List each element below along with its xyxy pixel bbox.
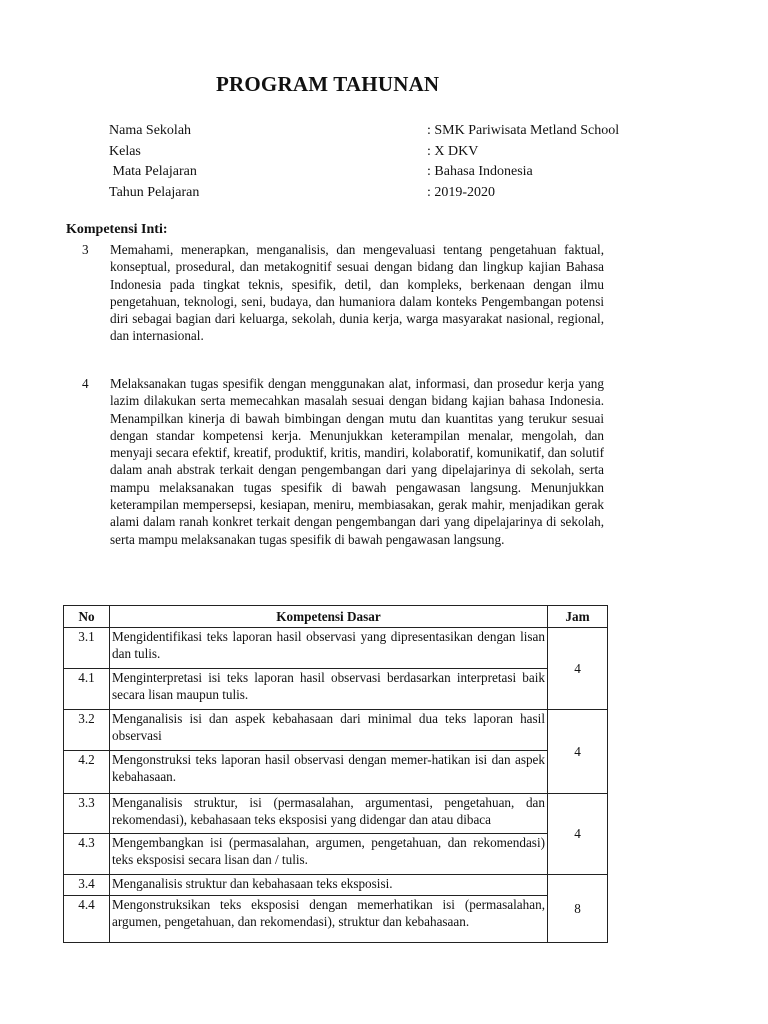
- header-no: No: [64, 606, 110, 628]
- row-desc: Menginterpretasi isi teks laporan hasil observasi berdasarkan interpretasi baik secara lisan maupun tulis.: [110, 669, 548, 710]
- page-title: PROGRAM TAHUNAN: [216, 72, 440, 96]
- row-desc: Menganalisis isi dan aspek kebahasaan dari minimal dua teks laporan hasil observasi: [110, 710, 548, 751]
- row-desc: Menganalisis struktur, isi (permasalahan, argumentasi, pengetahuan, dan rekomendasi), kebahasaan teks eksposisi yang didengar dan atau dibaca: [112, 795, 545, 827]
- info-label: Mata Pelajaran: [109, 164, 197, 179]
- row-jam: 4: [548, 794, 608, 875]
- row-desc: Mengonstruksikan teks eksposisi dengan memerhatikan isi (permasalahan, argumen, pengetahuan, dan rekomendasi), struktur dan kebahasaan.: [112, 897, 545, 929]
- table-header-row: [64, 606, 608, 628]
- row-desc: Mengonstruksi teks laporan hasil observasi dengan memer-hatikan isi dan aspek kebahasaan.: [110, 751, 548, 794]
- table-row: [64, 896, 608, 943]
- row-no: 4.2: [64, 751, 110, 794]
- table-row: [64, 794, 608, 834]
- info-label: Nama Sekolah: [109, 123, 192, 138]
- ki-number: 4: [82, 376, 89, 391]
- kompetensi-dasar-table: [63, 605, 608, 943]
- table-row: [64, 751, 608, 794]
- info-value: : 2019-2020: [427, 184, 496, 200]
- ki-heading: Kompetensi Inti:: [66, 222, 168, 237]
- info-label: Tahun Pelajaran: [109, 184, 200, 200]
- row-no: 3.1: [64, 628, 110, 669]
- info-value: : Bahasa Indonesia: [427, 164, 533, 179]
- ki-number: 3: [82, 242, 89, 257]
- row-jam: 4: [548, 710, 608, 794]
- ki-text: Melaksanakan tugas spesifik dengan menggunakan alat, informasi, dan prosedur kerja yang lazim dilakukan serta memecahkan masalah sesuai dengan bidang kajian bahasa Indonesia. Menampilkan kinerja di bawah bimbingan dengan mutu dan kuantitas yang terukur sesuai dengan standar kompetensi kerja. Menunjukkan keterampilan menalar, mengolah, dan menyaji secara efektif, kreatif, produktif, kritis, mandiri, kolaboratif, komunikatif, dan solutif dalam anah abstrak terkait dengan pengembangan dari yang dipelajarinya di sekolah, serta mampu melaksanakan tugas spesifik di bawah pengawasan langsung. Menunjukkan keterampilan mempersepsi, kesiapan, meniru, membiasakan, gerak mahir, menjadikan gerak alami dalam ranah konkret terkait dengan pengembangan dari yang dipelajarinya di sekolah, serta mampu melaksanakan tugas spesifik di bawah pengawasan langsung.: [110, 376, 604, 547]
- row-desc-cell: [110, 896, 548, 943]
- table-row: [64, 710, 608, 751]
- ki-text: Memahami, menerapkan, menganalisis, dan mengevaluasi tentang pengetahuan faktual, konseptual, prosedural, dan metakognitif sesuai dengan bidang dan lingkup kajian Bahasa Indonesia pada tingkat teknis, spesifik, detil, dan kompleks, berkenaan dengan ilmu pengetahuan, teknologi, seni, budaya, dan humaniora dalam konteks Pengembangan potensi diri sebagai bagian dari keluarga, sekolah, dunia kerja, warga masyarakat nasional, regional, dan internasional.: [110, 242, 604, 344]
- table-row: [64, 875, 608, 896]
- row-jam: 8: [548, 875, 608, 943]
- row-desc: Mengidentifikasi teks laporan hasil observasi yang dipresentasikan dengan lisan dan tulis.: [110, 628, 548, 669]
- info-value: : X DKV: [427, 143, 479, 159]
- header-kompetensi-dasar: Kompetensi Dasar: [110, 606, 548, 628]
- row-no: 3.3: [64, 794, 110, 834]
- row-no: 3.2: [64, 710, 110, 751]
- row-no: 4.4: [64, 896, 110, 943]
- info-label: Kelas: [109, 143, 141, 159]
- header-jam: Jam: [548, 606, 608, 628]
- row-no: 3.4: [64, 875, 110, 896]
- row-no: 4.3: [64, 834, 110, 875]
- table-row: [64, 628, 608, 669]
- info-value: : SMK Pariwisata Metland School: [427, 123, 620, 138]
- row-desc: Mengembangkan isi (permasalahan, argumen, pengetahuan, dan rekomendasi) teks eksposisi secara lisan dan / tulis.: [110, 834, 548, 875]
- row-no: 4.1: [64, 669, 110, 710]
- row-desc-cell: [110, 794, 548, 834]
- table-row: [64, 834, 608, 875]
- row-desc: Menganalisis struktur dan kebahasaan teks eksposisi.: [110, 875, 548, 896]
- table-row: [64, 669, 608, 710]
- row-jam: 4: [548, 628, 608, 710]
